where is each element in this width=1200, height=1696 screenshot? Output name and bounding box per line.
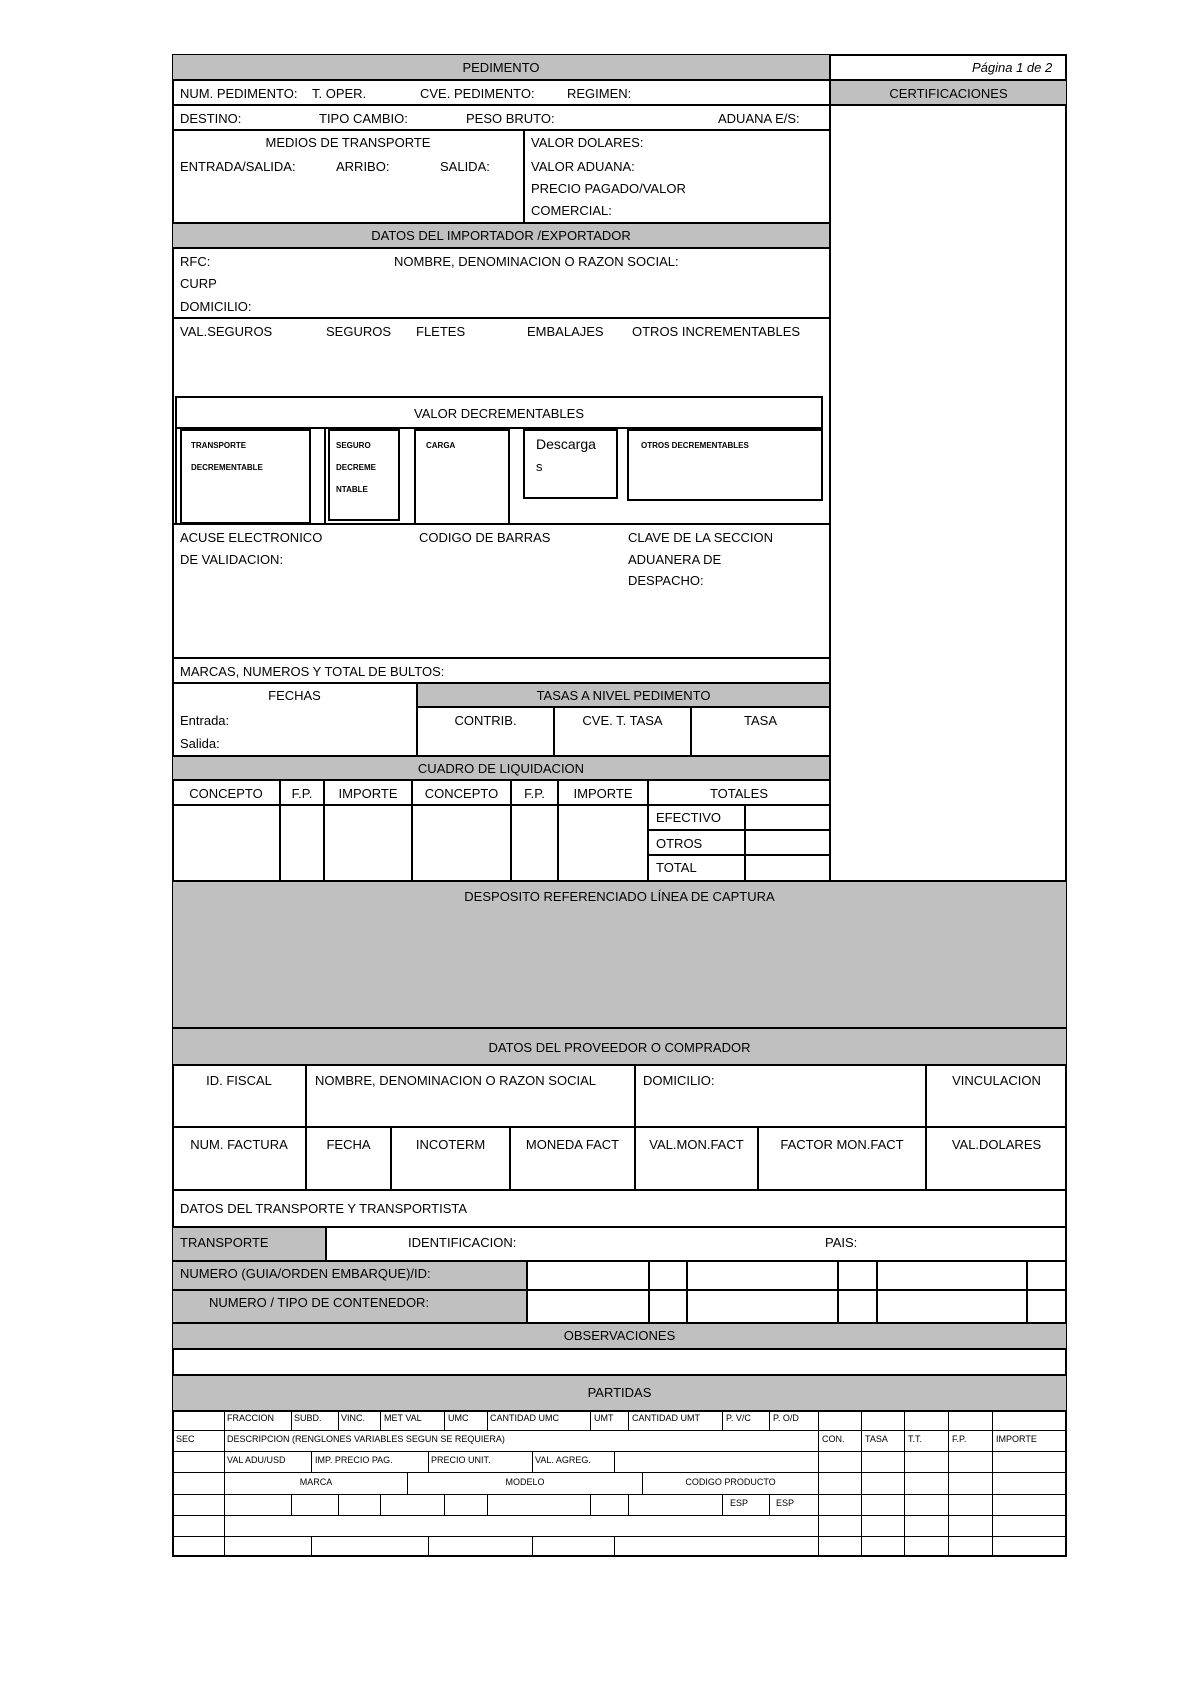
grid-line <box>992 1410 993 1557</box>
otros-incrementables-label: OTROS INCREMENTABLES <box>632 324 801 339</box>
divider <box>172 104 830 106</box>
divider <box>172 247 830 249</box>
divider <box>744 804 746 880</box>
concepto-label-2: CONCEPTO <box>424 786 499 801</box>
divider <box>757 1126 759 1189</box>
factor-mon-fact-label: FACTOR MON.FACT <box>780 1137 904 1152</box>
grid-line <box>628 1494 629 1515</box>
otros-decrementables-box <box>627 429 823 501</box>
t-oper-label: T. OPER. <box>312 86 367 101</box>
tasas-title: TASAS A NIVEL PEDIMENTO <box>536 688 711 703</box>
divider <box>324 429 326 524</box>
contrib-label: CONTRIB. <box>454 713 517 728</box>
esp-label: ESP <box>730 1498 749 1508</box>
divider <box>1026 1260 1028 1322</box>
tipo-cambio-label: TIPO CAMBIO: <box>319 111 408 126</box>
page-number: Página 1 de 2 <box>972 60 1053 75</box>
grid-line <box>380 1410 381 1430</box>
liquidacion-title: CUADRO DE LIQUIDACION <box>417 761 585 776</box>
proveedor-title: DATOS DEL PROVEEDOR O COMPRADOR <box>488 1040 751 1055</box>
fechas-title: FECHAS <box>268 688 321 703</box>
rfc-label: RFC: <box>180 254 211 269</box>
grid-line <box>172 1451 1067 1452</box>
cantidad-umt-label: CANTIDAD UMT <box>632 1413 700 1423</box>
grid-line <box>948 1410 949 1557</box>
grid-line <box>338 1410 339 1430</box>
grid-line <box>614 1536 615 1557</box>
val-mon-fact-label: VAL.MON.FACT <box>649 1137 744 1152</box>
valor-decrementables-title: VALOR DECREMENTABLES <box>413 406 584 421</box>
seguros-label: SEGUROS <box>326 324 392 339</box>
grid-line <box>487 1410 488 1430</box>
grid-line <box>311 1451 312 1472</box>
importe-label: IMPORTE <box>338 786 398 801</box>
divider <box>837 1260 839 1322</box>
medios-transporte-title: MEDIOS DE TRANSPORTE <box>265 135 431 150</box>
divider <box>508 429 510 524</box>
esp-label-2: ESP <box>776 1498 795 1508</box>
id-fiscal-label: ID. FISCAL <box>206 1073 272 1088</box>
numero-contenedor-label: NUMERO / TIPO DE CONTENEDOR: <box>209 1295 430 1310</box>
divider <box>686 1260 688 1322</box>
fp-label-2: F.P. <box>524 786 545 801</box>
grid-line <box>311 1536 312 1557</box>
pais-label: PAIS: <box>825 1235 858 1250</box>
grid-line <box>818 1410 819 1557</box>
comercial-label: COMERCIAL: <box>531 203 612 218</box>
fp-label: F.P. <box>291 786 313 801</box>
fecha-label: FECHA <box>326 1137 371 1152</box>
codigo-barras-label: CODIGO DE BARRAS <box>419 530 551 545</box>
grid-line <box>532 1451 533 1472</box>
grid-line <box>769 1410 770 1430</box>
umt-label: UMT <box>594 1413 614 1423</box>
val-dolares-label: VAL.DOLARES <box>951 1137 1042 1152</box>
val-seguros-label: VAL.SEGUROS <box>180 324 273 339</box>
divider <box>175 429 177 524</box>
entrada-salida-label: ENTRADA/SALIDA: <box>180 159 296 174</box>
divider <box>647 854 830 856</box>
importe-label-2: IMPORTE <box>573 786 633 801</box>
divider <box>172 1126 1067 1128</box>
tt-label: T.T. <box>908 1434 923 1444</box>
fletes-label: FLETES <box>416 324 466 339</box>
proveedor-domicilio-label: DOMICILIO: <box>643 1073 715 1088</box>
grid-line <box>428 1451 429 1472</box>
curp-label: CURP <box>180 276 217 291</box>
grid-line <box>428 1536 429 1557</box>
importe-partida-label: IMPORTE <box>996 1434 1037 1444</box>
descargas-label: Descarga <box>536 436 596 452</box>
partidas-title: PARTIDAS <box>587 1385 652 1400</box>
grid-line <box>628 1410 629 1430</box>
domicilio-label: DOMICILIO: <box>180 299 252 314</box>
nombre-razon-social-label: NOMBRE, DENOMINACION O RAZON SOCIAL: <box>394 254 679 269</box>
grid-line <box>722 1494 723 1515</box>
p-vc-label: P. V/C <box>726 1413 751 1423</box>
grid-line <box>722 1410 723 1430</box>
seguro-decrementable-label-2: DECREME <box>336 463 377 472</box>
precio-pagado-label: PRECIO PAGADO/VALOR <box>531 181 686 196</box>
cve-t-tasa-label: CVE. T. TASA <box>582 713 663 728</box>
divider <box>526 1260 528 1322</box>
val-adu-label: VAL ADU/USD <box>227 1455 286 1465</box>
divider <box>325 1226 327 1260</box>
transporte-decrementable-label: TRANSPORTE <box>191 441 247 450</box>
imp-precio-label: IMP. PRECIO PAG. <box>315 1455 393 1465</box>
tasa-label: TASA <box>744 713 777 728</box>
divider <box>829 104 1067 106</box>
grid-line <box>172 1494 1067 1495</box>
divider <box>172 317 830 319</box>
grid-line <box>291 1494 292 1515</box>
total-label: TOTAL <box>656 860 697 875</box>
moneda-fact-label: MONEDA FACT <box>525 1137 620 1152</box>
grid-line <box>590 1410 591 1430</box>
divider <box>414 429 416 524</box>
vinc-label: VINC. <box>341 1413 366 1423</box>
clave-seccion-label: CLAVE DE LA SECCION <box>628 530 773 545</box>
acuse-electronico-label: ACUSE ELECTRONICO <box>180 530 323 545</box>
p-od-label: P. O/D <box>773 1413 799 1423</box>
precio-unit-label: PRECIO UNIT. <box>431 1455 491 1465</box>
salida-fecha-label: Salida: <box>180 736 220 751</box>
sec-label: SEC <box>176 1434 195 1444</box>
numero-guia-label: NUMERO (GUIA/ORDEN EMBARQUE)/ID: <box>180 1266 431 1281</box>
codigo-producto-label: CODIGO PRODUCTO <box>685 1477 776 1487</box>
subd-label: SUBD. <box>294 1413 322 1423</box>
divider <box>648 1260 650 1322</box>
aduanera-label: ADUANERA DE <box>628 552 722 567</box>
marcas-bultos-label: MARCAS, NUMEROS Y TOTAL DE BULTOS: <box>180 664 445 679</box>
destino-label: DESTINO: <box>180 111 242 126</box>
tasa-partida-label: TASA <box>865 1434 888 1444</box>
grid-line <box>590 1494 591 1515</box>
vinculacion-label: VINCULACION <box>952 1073 1041 1088</box>
otros-decrementables-label: OTROS DECREMENTABLES <box>641 441 749 450</box>
pedimento-title: PEDIMENTO <box>462 60 540 75</box>
transportista-title: DATOS DEL TRANSPORTE Y TRANSPORTISTA <box>180 1201 468 1216</box>
concepto-label: CONCEPTO <box>189 786 263 801</box>
divider <box>172 1410 1067 1412</box>
divider <box>172 657 830 659</box>
cve-pedimento-label: CVE. PEDIMENTO: <box>420 86 535 101</box>
grid-line <box>614 1451 615 1472</box>
divider <box>172 1189 1067 1191</box>
efectivo-label: EFECTIVO <box>656 810 722 825</box>
divider <box>172 804 830 806</box>
grid-line <box>769 1494 770 1515</box>
met-val-label: MET VAL <box>384 1413 422 1423</box>
cantidad-umc-label: CANTIDAD UMC <box>490 1413 559 1423</box>
grid-line <box>487 1494 488 1515</box>
grid-line <box>172 1472 1067 1473</box>
de-validacion-label: DE VALIDACION: <box>180 552 284 567</box>
divider <box>416 706 830 708</box>
aduana-label: ADUANA E/S: <box>718 111 800 126</box>
grid-line <box>861 1410 862 1557</box>
divider <box>509 1126 511 1189</box>
seguro-decrementable-label: SEGURO <box>336 441 371 450</box>
arribo-label: ARRIBO: <box>336 159 390 174</box>
peso-bruto-label: PESO BRUTO: <box>466 111 555 126</box>
despacho-label: DESPACHO: <box>628 573 704 588</box>
transporte-label: TRANSPORTE <box>180 1235 269 1250</box>
divider <box>172 523 830 525</box>
divider <box>876 1260 878 1322</box>
umc-label: UMC <box>448 1413 469 1423</box>
incoterm-label: INCOTERM <box>415 1137 486 1152</box>
grid-line <box>444 1494 445 1515</box>
importador-title: DATOS DEL IMPORTADOR /EXPORTADOR <box>371 228 631 243</box>
totales-label: TOTALES <box>709 786 769 801</box>
certificaciones-title: CERTIFICACIONES <box>889 86 1008 101</box>
grid-line <box>172 1430 1067 1431</box>
divider <box>172 1289 1067 1291</box>
otros-label: OTROS <box>656 836 703 851</box>
observaciones-title: OBSERVACIONES <box>563 1328 676 1343</box>
divider <box>172 129 830 131</box>
grid-line <box>291 1410 292 1430</box>
modelo-label: MODELO <box>505 1477 545 1487</box>
identificacion-label: IDENTIFICACION: <box>408 1235 517 1250</box>
salida-label: SALIDA: <box>440 159 490 174</box>
grid-line <box>338 1494 339 1515</box>
fp-partida-label: F.P. <box>952 1434 967 1444</box>
proveedor-nombre-label: NOMBRE, DENOMINACION O RAZON SOCIAL <box>315 1073 596 1088</box>
divider <box>390 1126 392 1189</box>
num-factura-label: NUM. FACTURA <box>190 1137 288 1152</box>
descargas-label-2: s <box>536 459 543 474</box>
valor-dolares-label: VALOR DOLARES: <box>531 135 644 150</box>
grid-line <box>904 1410 905 1557</box>
divider <box>172 1348 1067 1350</box>
regimen-label: REGIMEN: <box>567 86 632 101</box>
grid-line <box>172 1515 1067 1516</box>
carga-label: CARGA <box>426 441 456 450</box>
num-pedimento-label: NUM. PEDIMENTO: <box>180 86 298 101</box>
seguro-decrementable-label-3: NTABLE <box>336 485 368 494</box>
grid-line <box>444 1410 445 1430</box>
grid-line <box>172 1536 1067 1537</box>
transporte-decrementable-label-2: DECREMENTABLE <box>191 463 263 472</box>
con-label: CON. <box>822 1434 845 1444</box>
grid-line <box>532 1536 533 1557</box>
divider <box>647 829 830 831</box>
descripcion-label: DESCRIPCION (RENGLONES VARIABLES SEGUN SE REQUIERA) <box>227 1434 505 1444</box>
marca-label: MARCA <box>299 1477 333 1487</box>
entrada-label: Entrada: <box>180 713 230 728</box>
divider <box>414 429 510 431</box>
val-agreg-label: VAL. AGREG. <box>535 1455 591 1465</box>
fraccion-label: FRACCION <box>227 1413 274 1423</box>
embalajes-label: EMBALAJES <box>527 324 604 339</box>
grid-line <box>380 1494 381 1515</box>
divider <box>172 779 830 781</box>
valor-aduana-label: VALOR ADUANA: <box>531 159 635 174</box>
deposito-title: DESPOSITO REFERENCIADO LÍNEA DE CAPTURA <box>464 889 775 904</box>
divider <box>523 129 525 222</box>
